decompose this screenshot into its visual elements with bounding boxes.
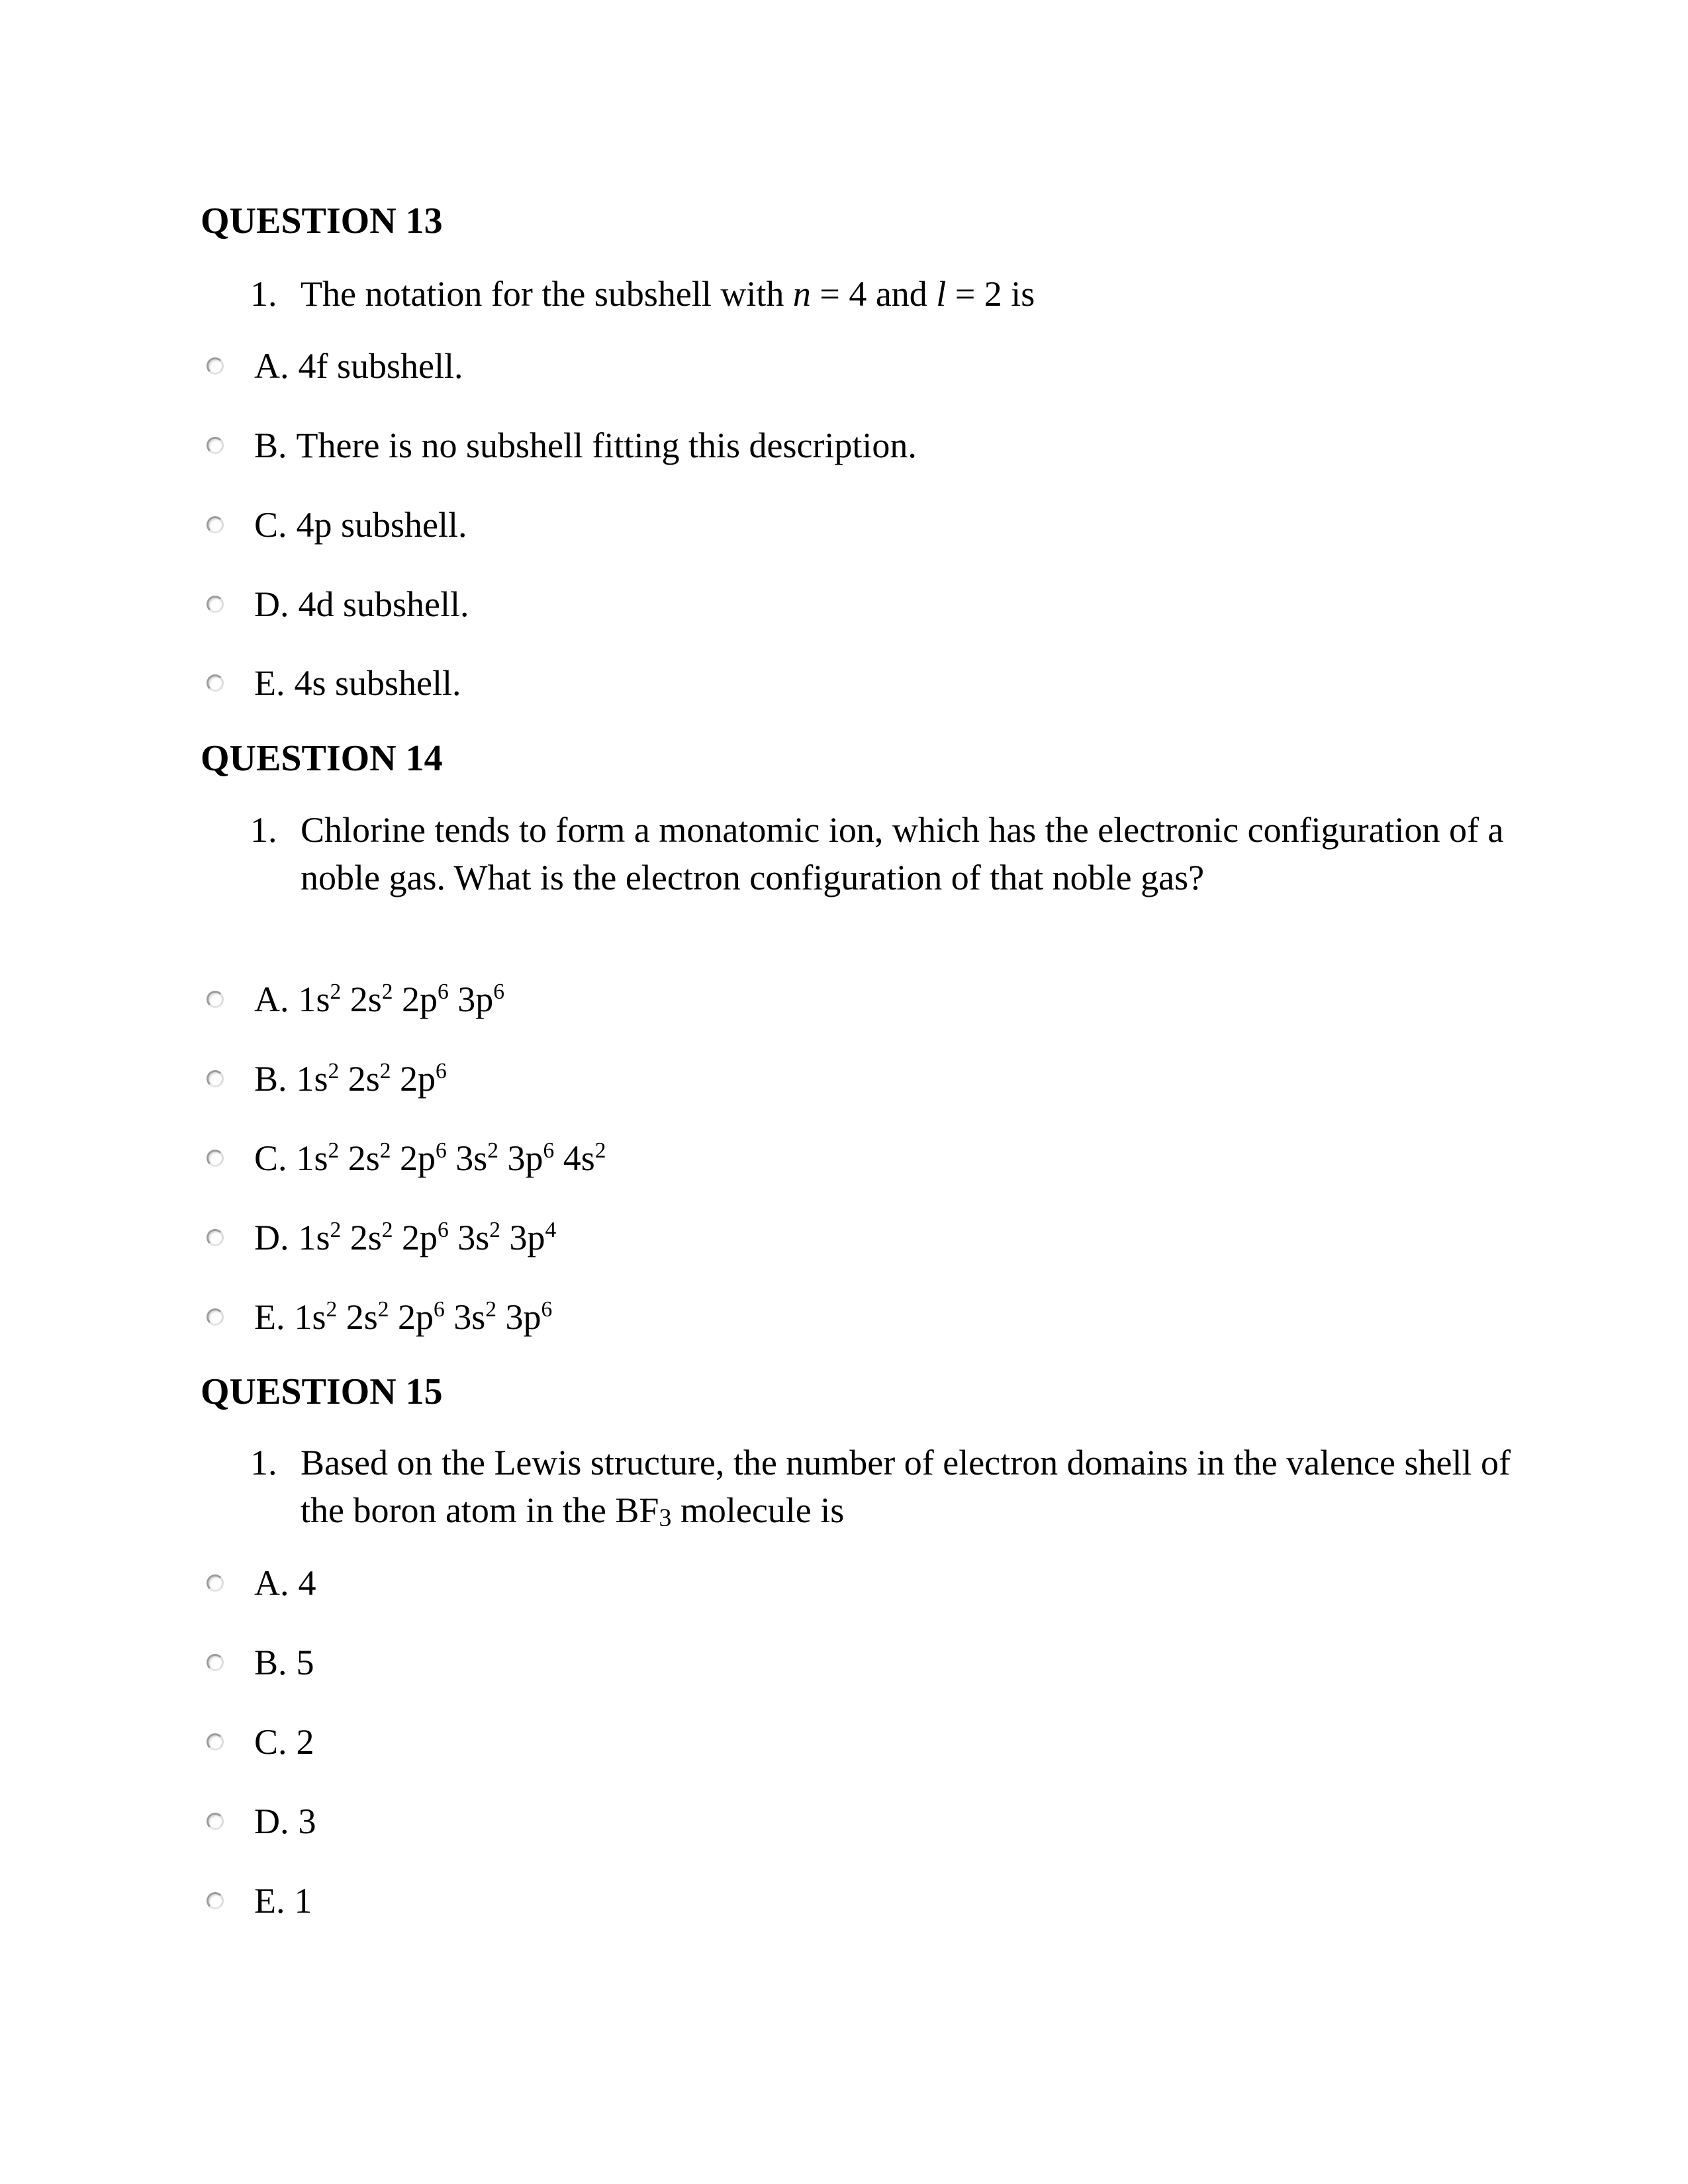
q15-option-a[interactable]: A. 4 [207,1560,316,1606]
n-variable: n [792,274,811,314]
radio-button-icon[interactable] [207,674,224,692]
radio-button-icon[interactable] [207,1150,224,1167]
radio-button-icon[interactable] [207,991,224,1008]
q15-option-c[interactable]: C. 2 [207,1719,314,1765]
radio-button-icon[interactable] [207,1733,224,1751]
question-15-text: Based on the Lewis structure, the number of electron domains in the valence shell of the boron atom in the $BF_3$ molecule is [301,1443,1511,1532]
question-14-stem [250,806,1528,901]
question-13-heading: QUESTION 13 [201,201,443,242]
electron-config: $1s^2$ $2s^2$ $2p^6$ [296,1059,447,1099]
question-13-number: 1. [250,274,277,314]
radio-button-icon[interactable] [207,357,224,375]
q14-option-e[interactable]: E. $1s^2$ $2s^2$ $2p^6$ $3s^2$ $3p^6$ [207,1294,552,1340]
radio-button-icon[interactable] [207,1813,224,1830]
electron-config: $1s^2$ $2s^2$ $2p^6$ $3s^2$ $3p^6$ $4s^2$ [296,1138,606,1178]
radio-button-icon[interactable] [207,1070,224,1087]
q15-option-b[interactable]: B. 5 [207,1639,314,1686]
q13-option-d[interactable]: D. 4d subshell. [207,581,469,627]
question-15-stem [250,1439,1528,1534]
electron-config: $1s^2$ $2s^2$ $2p^6$ $3p^6$ [298,979,504,1019]
question-13-text: The notation for the subshell with n = 4 and l = 2 is [301,274,1035,314]
radio-button-icon[interactable] [207,437,224,454]
q15-option-d[interactable]: D. 3 [207,1798,316,1844]
radio-button-icon[interactable] [207,1654,224,1671]
radio-button-icon[interactable] [207,1574,224,1592]
radio-button-icon[interactable] [207,596,224,613]
q13-option-e[interactable]: E. 4s subshell. [207,660,461,706]
q14-option-a[interactable]: A. $1s^2$ $2s^2$ $2p^6$ $3p^6$ [207,976,504,1023]
question-15-number: 1. [250,1443,277,1482]
question-14-number: 1. [250,810,277,850]
q13-option-c[interactable]: C. 4p subshell. [207,502,467,548]
q13-option-a[interactable]: A. 4f subshell. [207,343,463,389]
question-14-text: Chlorine tends to form a monatomic ion, which has the electronic configuration of a noble gas. What is the electron configuration of that noble gas? [301,810,1504,897]
question-13-stem [250,270,1528,318]
radio-button-icon[interactable] [207,1229,224,1246]
q14-option-b[interactable]: B. $1s^2$ $2s^2$ $2p^6$ [207,1056,447,1102]
q13-option-b[interactable]: B. There is no subshell fitting this description. [207,422,917,469]
q15-option-e[interactable]: E. 1 [207,1878,312,1924]
electron-config: $1s^2$ $2s^2$ $2p^6$ $3s^2$ $3p^4$ [298,1218,557,1257]
question-14-heading: QUESTION 14 [201,738,443,779]
electron-config: $1s^2$ $2s^2$ $2p^6$ $3s^2$ $3p^6$ [294,1297,553,1337]
q14-option-c[interactable]: C. $1s^2$ $2s^2$ $2p^6$ $3s^2$ $3p^6$ $4s^2$ [207,1135,606,1181]
radio-button-icon[interactable] [207,516,224,533]
radio-button-icon[interactable] [207,1892,224,1909]
l-variable: l [936,274,947,314]
question-15-heading: QUESTION 15 [201,1371,443,1412]
radio-button-icon[interactable] [207,1308,224,1326]
q14-option-d[interactable]: D. $1s^2$ $2s^2$ $2p^6$ $3s^2$ $3p^4$ [207,1214,556,1261]
